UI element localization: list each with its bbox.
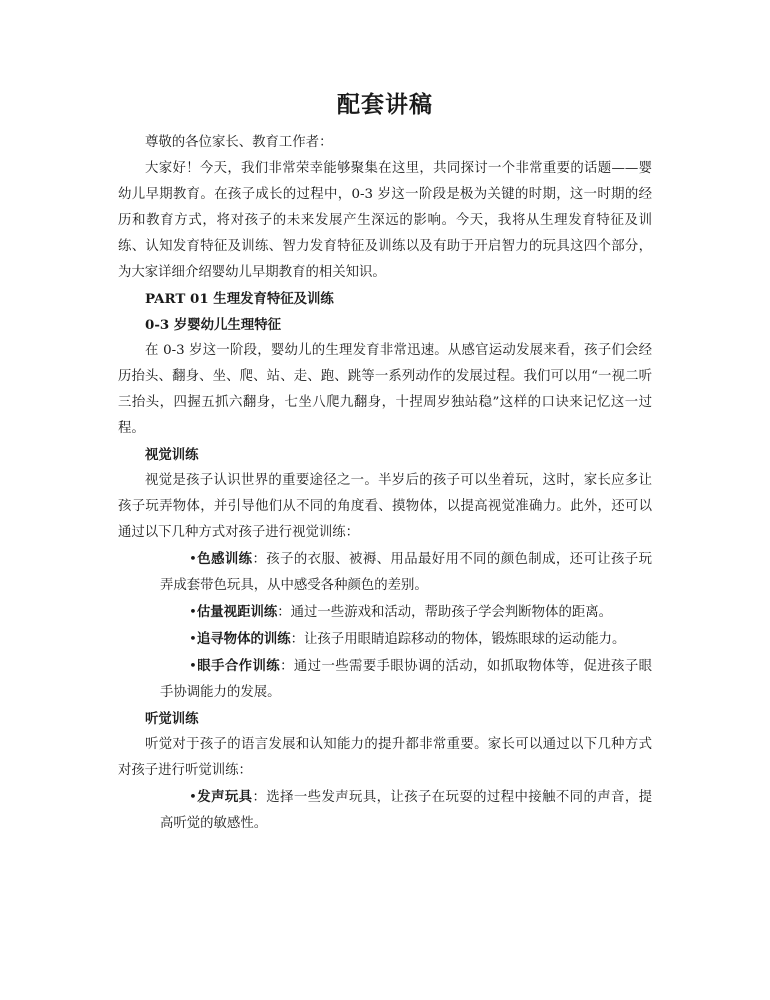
bullet-term: 发声玩具	[196, 789, 253, 805]
intro-paragraph: 大家好！今天，我们非常荣幸能够聚集在这里，共同探讨一个非常重要的话题——婴幼儿早期教育。在孩子成长的过程中，0-3 岁这一阶段是极为关键的时期，这一时期的经历和教育方式，将对孩子的未来发展产生深远的影响。今天，我将从生理发育特征及训练、认知发育特征及训练、智力发育特征及训练以及有助于开启智力的玩具这四个部分，为大家详细介绍婴幼儿早期教育的相关知识。	[118, 161, 652, 280]
visual-bullet-item	[118, 599, 652, 626]
bullet-term: 色感训练	[196, 551, 253, 567]
bullet-icon: •	[189, 632, 197, 647]
bullet-icon: •	[189, 605, 197, 620]
bullet-separator: ：	[252, 790, 267, 805]
bullet-text: 让孩子用眼睛追踪移动的物体，锻炼眼球的运动能力。	[304, 632, 626, 647]
bullet-icon: •	[189, 552, 197, 567]
physio-paragraph: 在 0-3 岁这一阶段，婴幼儿的生理发育非常迅速。从感官运动发展来看，孩子们会经历抬头、翻身、坐、爬、站、走、跑、跳等一系列动作的发展过程。我们可以用“一视二听三抬头，四握五抓六翻身，七坐八爬九翻身，十捏周岁独站稳”这样的口诀来记忆这一过程。	[118, 343, 652, 436]
bullet-icon: •	[189, 659, 197, 674]
bullet-icon: •	[189, 790, 197, 805]
bullet-text: 通过一些游戏和活动，帮助孩子学会判断物体的距离。	[290, 605, 613, 620]
bullet-text: 选择一些发声玩具，让孩子在玩耍的过程中接触不同的声音，提高听觉的敏感性。	[160, 790, 653, 831]
page-title: 配套讲稿	[337, 91, 433, 118]
visual-heading: 视觉训练	[145, 447, 199, 463]
bullet-separator: ：	[280, 659, 294, 674]
physio-subheading: 0-3 岁婴幼儿生理特征	[145, 317, 281, 333]
bullet-separator: ：	[290, 632, 305, 647]
bullet-separator: ：	[252, 552, 267, 567]
part1-heading: PART 01 生理发育特征及训练	[145, 291, 334, 307]
visual-bullet-item	[118, 653, 652, 706]
visual-paragraph: 视觉是孩子认识世界的重要途径之一。半岁后的孩子可以坐着玩，这时，家长应多让孩子玩弄物体，并引导他们从不同的角度看、摸物体，以提高视觉准确力。此外，还可以通过以下几种方式对孩子进行视觉训练：	[118, 473, 652, 540]
bullet-term: 估量视距训练	[196, 604, 278, 620]
bullet-text: 通过一些需要手眼协调的活动，如抓取物体等，促进孩子眼手协调能力的发展。	[160, 659, 653, 700]
auditory-paragraph: 听觉对于孩子的语言发展和认知能力的提升都非常重要。家长可以通过以下几种方式对孩子进行听觉训练：	[118, 737, 652, 778]
auditory-heading: 听觉训练	[145, 711, 199, 727]
bullet-term: 追寻物体的训练	[196, 631, 291, 647]
visual-bullet-item	[118, 546, 652, 599]
bullet-term: 眼手合作训练	[196, 658, 281, 674]
visual-bullet-item	[118, 626, 652, 653]
auditory-bullet-item	[118, 784, 652, 837]
bullet-separator: ：	[277, 605, 291, 620]
greeting: 尊敬的各位家长、教育工作者：	[145, 135, 333, 150]
bullet-text: 孩子的衣服、被褥、用品最好用不同的颜色制成，还可让孩子玩弄成套带色玩具，从中感受各种颜色的差别。	[160, 552, 653, 593]
